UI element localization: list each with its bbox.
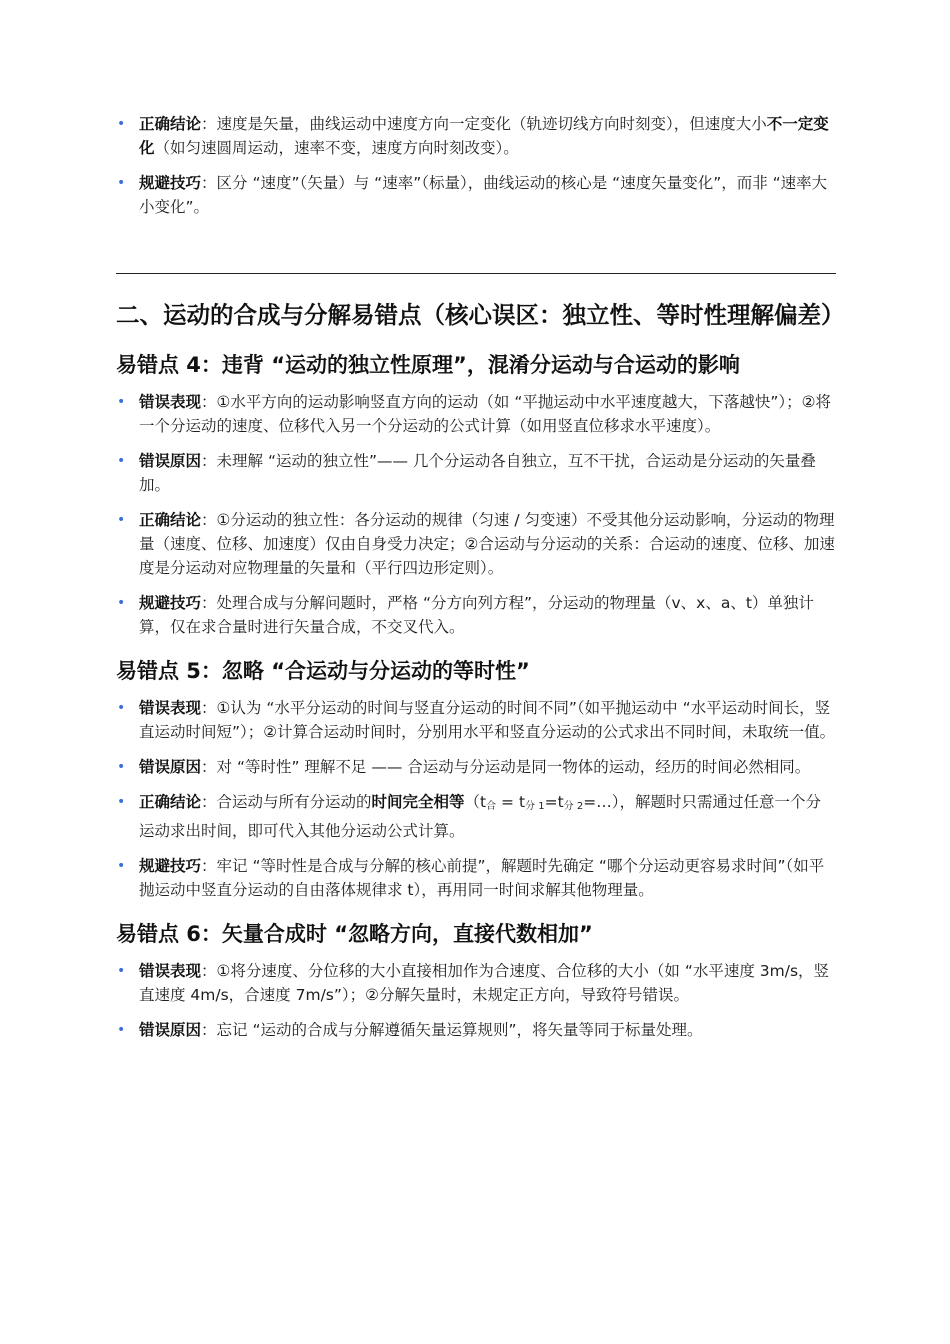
item-emphasis: 不一定变化 bbox=[139, 115, 829, 157]
item-label: 错误原因 bbox=[139, 1021, 202, 1039]
item-text: ：未理解 “运动的独立性”—— 几个分运动各自独立，互不干扰，合运动是分运动的矢量叠加。 bbox=[139, 452, 816, 494]
list-item bbox=[116, 790, 836, 843]
formula-part: （t bbox=[464, 793, 487, 811]
bullet-icon: • bbox=[117, 394, 126, 410]
formula-part: =…） bbox=[583, 793, 620, 811]
item-label: 规避技巧 bbox=[139, 594, 202, 612]
list-item bbox=[116, 508, 836, 580]
item-text: ：合运动与所有分运动的 bbox=[201, 793, 372, 811]
bullet-icon: • bbox=[117, 116, 126, 132]
list-item bbox=[116, 1018, 836, 1042]
formula-part: =t bbox=[544, 793, 564, 811]
item-text: ：速度是矢量，曲线运动中速度方向一定变化（轨迹切线方向时刻变），但速度大小 bbox=[201, 115, 767, 133]
item-text: ：区分 “速度”（矢量）与 “速率”（标量），曲线运动的核心是 “速度矢量变化”，而非 “速率大小变化”。 bbox=[139, 174, 828, 216]
document-page bbox=[116, 112, 845, 1053]
bullet-icon: • bbox=[117, 858, 126, 874]
item-text: ：忘记 “运动的合成与分解遵循矢量运算规则”，将矢量等同于标量处理。 bbox=[201, 1021, 703, 1039]
formula-subscript: 分 2 bbox=[563, 801, 584, 812]
section-title: 二、运动的合成与分解易错点（核心误区：独立性、等时性理解偏差） bbox=[116, 301, 845, 329]
item-label: 正确结论 bbox=[139, 115, 202, 133]
item-label: 正确结论 bbox=[139, 511, 202, 529]
item-label: 错误原因 bbox=[139, 452, 202, 470]
list-item bbox=[116, 755, 836, 779]
item-text: ：①将分速度、分位移的大小直接相加作为合速度、合位移的大小（如 “水平速度 3m/s，竖直速度 4m/s，合速度 7m/s”）；②分解矢量时，未规定正方向，导致符号错误。 bbox=[139, 962, 830, 1004]
item-text: ：对 “等时性” 理解不足 —— 合运动与分运动是同一物体的运动，经历的时间必然相同。 bbox=[201, 758, 811, 776]
list-item bbox=[116, 112, 836, 160]
item-text: ：①分运动的独立性：各分运动的规律（匀速 / 匀变速）不受其他分运动影响，分运动的物理量（速度、位移、加速度）仅由自身受力决定；②合运动与分运动的关系：合运动的速度、位移、加速度是分运动对应物理量的矢量和（平行四边形定则）。 bbox=[139, 511, 835, 577]
section-divider bbox=[116, 273, 836, 274]
point-4-title: 易错点 4：违背 “运动的独立性原理”，混淆分运动与合运动的影响 bbox=[116, 353, 740, 377]
item-label: 错误原因 bbox=[139, 758, 202, 776]
bullet-icon: • bbox=[117, 175, 126, 191]
item-label: 错误表现 bbox=[139, 699, 202, 717]
point-6-list bbox=[116, 959, 836, 1042]
point-6-title: 易错点 6：矢量合成时 “忽略方向，直接代数相加” bbox=[116, 922, 593, 946]
item-text: ：牢记 “等时性是合成与分解的核心前提”，解题时先确定 “哪个分运动更容易求时间”（如平抛运动中竖直分运动的自由落体规律求 t），再用同一时间求解其他物理量。 bbox=[139, 857, 825, 899]
list-item bbox=[116, 171, 836, 219]
list-item bbox=[116, 591, 836, 639]
item-text: ：①认为 “水平分运动的时间与竖直分运动的时间不同”（如平抛运动中 “水平运动时间长，竖直运动时间短”）；②计算合运动时间时，分别用水平和竖直分运动的公式求出不同时间，未取统一值。 bbox=[139, 699, 836, 741]
point-5-list bbox=[116, 696, 836, 902]
bullet-icon: • bbox=[117, 1022, 126, 1038]
bullet-icon: • bbox=[117, 700, 126, 716]
intro-list bbox=[116, 112, 836, 219]
point-5-title: 易错点 5：忽略 “合运动与分运动的等时性” bbox=[116, 659, 530, 683]
bullet-icon: • bbox=[117, 963, 126, 979]
bullet-icon: • bbox=[117, 595, 126, 611]
item-label: 正确结论 bbox=[139, 793, 202, 811]
item-text: ：①水平方向的运动影响竖直方向的运动（如 “平抛运动中水平速度越大，下落越快”）；②将一个分运动的速度、位移代入另一个分运动的公式计算（如用竖直位移求水平速度）。 bbox=[139, 393, 832, 435]
item-emphasis: 时间完全相等 bbox=[371, 793, 465, 811]
list-item bbox=[116, 449, 836, 497]
item-label: 规避技巧 bbox=[139, 857, 202, 875]
formula-subscript: 分 1 bbox=[525, 801, 545, 812]
formula-subscript: 合 bbox=[486, 801, 497, 812]
list-item bbox=[116, 854, 836, 902]
bullet-icon: • bbox=[117, 794, 126, 810]
bullet-icon: • bbox=[117, 512, 126, 528]
item-text: （如匀速圆周运动，速率不变，速度方向时刻改变）。 bbox=[154, 139, 519, 157]
item-label: 错误表现 bbox=[139, 962, 202, 980]
item-label: 错误表现 bbox=[139, 393, 202, 411]
formula-part: = t bbox=[496, 793, 526, 811]
point-4-list bbox=[116, 390, 836, 639]
item-text: ，解题时只需通过任意一个分运动求出时间，即可代入其他分运动公式计算。 bbox=[139, 793, 821, 840]
list-item bbox=[116, 390, 836, 438]
item-text: ：处理合成与分解问题时，严格 “分方向列方程”，分运动的物理量（v、x、a、t）单独计算，仅在求合量时进行矢量合成，不交叉代入。 bbox=[139, 594, 814, 636]
list-item bbox=[116, 959, 836, 1007]
item-label: 规避技巧 bbox=[139, 174, 202, 192]
list-item bbox=[116, 696, 836, 744]
bullet-icon: • bbox=[117, 759, 126, 775]
bullet-icon: • bbox=[117, 453, 126, 469]
